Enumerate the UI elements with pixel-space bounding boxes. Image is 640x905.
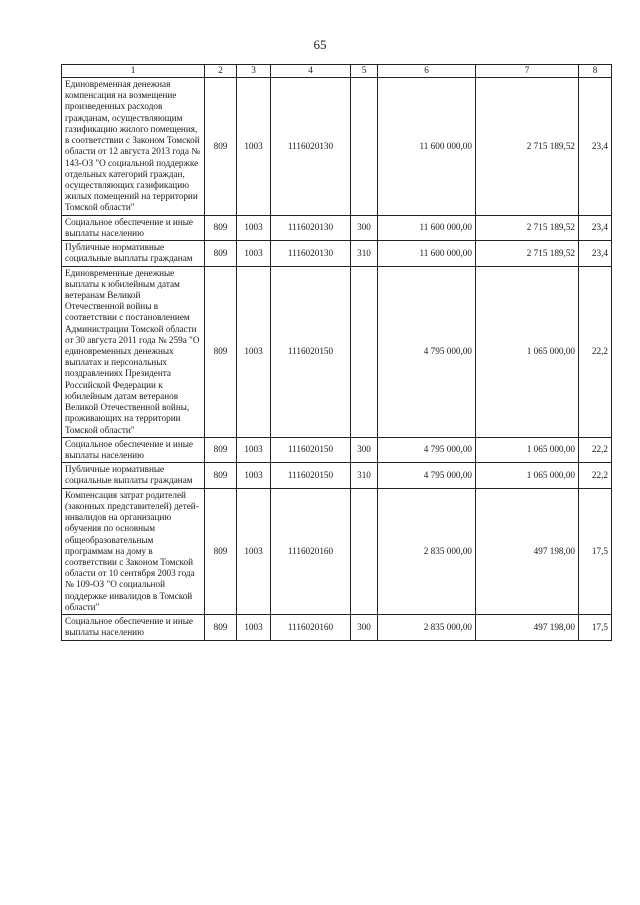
table-row — [62, 615, 612, 640]
section-code: 1003 — [237, 241, 271, 266]
expense-type-code: 300 — [351, 215, 378, 240]
target-item-code: 1116020150 — [271, 437, 351, 462]
execution-percent: 22,2 — [579, 266, 612, 437]
execution-percent: 17,5 — [579, 488, 612, 614]
actual-amount: 2 715 189,52 — [476, 241, 579, 266]
actual-amount: 2 715 189,52 — [476, 215, 579, 240]
plan-amount: 4 795 000,00 — [378, 437, 476, 462]
column-header: 5 — [351, 65, 378, 78]
page-number: 65 — [313, 37, 327, 52]
execution-percent: 17,5 — [579, 615, 612, 640]
actual-amount: 2 715 189,52 — [476, 78, 579, 216]
department-code: 809 — [205, 437, 237, 462]
department-code: 809 — [205, 488, 237, 614]
column-header: 8 — [579, 65, 612, 78]
department-code: 809 — [205, 78, 237, 216]
expense-type-code — [351, 266, 378, 437]
plan-amount: 2 835 000,00 — [378, 488, 476, 614]
expense-name: Компенсация затрат родителей (законных представителей) детей-инвалидов на организацию обучения по основным общеобразовательным программам на дому в соответствии с Законом Томской области от 10 сентября 2003 года № 109-ОЗ "О социальной поддержке инвалидов в Томской области" — [62, 488, 205, 614]
department-code: 809 — [205, 241, 237, 266]
target-item-code: 1116020130 — [271, 241, 351, 266]
plan-amount: 11 600 000,00 — [378, 215, 476, 240]
plan-amount: 4 795 000,00 — [378, 463, 476, 488]
table-row — [62, 266, 612, 437]
target-item-code: 1116020160 — [271, 488, 351, 614]
target-item-code: 1116020130 — [271, 78, 351, 216]
target-item-code: 1116020160 — [271, 615, 351, 640]
table-row — [62, 78, 612, 216]
column-header: 2 — [205, 65, 237, 78]
plan-amount: 11 600 000,00 — [378, 78, 476, 216]
actual-amount: 1 065 000,00 — [476, 463, 579, 488]
section-code: 1003 — [237, 78, 271, 216]
actual-amount: 497 198,00 — [476, 615, 579, 640]
department-code: 809 — [205, 615, 237, 640]
column-header: 7 — [476, 65, 579, 78]
section-code: 1003 — [237, 463, 271, 488]
target-item-code: 1116020150 — [271, 463, 351, 488]
expense-name: Публичные нормативные социальные выплаты гражданам — [62, 241, 205, 266]
expense-name: Социальное обеспечение и иные выплаты населению — [62, 615, 205, 640]
section-code: 1003 — [237, 437, 271, 462]
expense-type-code — [351, 78, 378, 216]
execution-percent: 23,4 — [579, 78, 612, 216]
section-code: 1003 — [237, 488, 271, 614]
table-row — [62, 463, 612, 488]
department-code: 809 — [205, 215, 237, 240]
plan-amount: 2 835 000,00 — [378, 615, 476, 640]
expense-type-code: 300 — [351, 437, 378, 462]
expense-name: Единовременные денежные выплаты к юбилейным датам ветеранам Великой Отечественной войны в соответствии с постановлением Администрации Томской области от 30 августа 2011 года № 259а "О единовременных денежных выплатах и персональных поздравлениях Президента Российской Федерации к юбилейным датам ветеранов Великой Отечественной войны, проживающих на территории Томской области" — [62, 266, 205, 437]
plan-amount: 11 600 000,00 — [378, 241, 476, 266]
expense-name: Единовременная денежная компенсация на возмещение произведенных расходов гражданам, осуществляющим газификацию жилого помещения, в соответствии с Законом Томской области от 12 августа 2013 года № 143-ОЗ "О социальной поддержке отдельных категорий граждан, осуществляющих газификацию жилых помещений на территории Томской области" — [62, 78, 205, 216]
department-code: 809 — [205, 463, 237, 488]
section-code: 1003 — [237, 615, 271, 640]
section-code: 1003 — [237, 266, 271, 437]
department-code: 809 — [205, 266, 237, 437]
column-header: 1 — [62, 65, 205, 78]
budget-table — [61, 64, 612, 641]
target-item-code: 1116020130 — [271, 215, 351, 240]
column-header: 6 — [378, 65, 476, 78]
expense-name: Публичные нормативные социальные выплаты гражданам — [62, 463, 205, 488]
actual-amount: 497 198,00 — [476, 488, 579, 614]
actual-amount: 1 065 000,00 — [476, 437, 579, 462]
section-code: 1003 — [237, 215, 271, 240]
plan-amount: 4 795 000,00 — [378, 266, 476, 437]
expense-type-code: 300 — [351, 615, 378, 640]
execution-percent: 23,4 — [579, 215, 612, 240]
execution-percent: 22,2 — [579, 437, 612, 462]
table-row — [62, 488, 612, 614]
expense-type-code: 310 — [351, 241, 378, 266]
expense-type-code — [351, 488, 378, 614]
table-row — [62, 437, 612, 462]
expense-type-code: 310 — [351, 463, 378, 488]
actual-amount: 1 065 000,00 — [476, 266, 579, 437]
table-row — [62, 215, 612, 240]
table-row — [62, 241, 612, 266]
expense-name: Социальное обеспечение и иные выплаты населению — [62, 437, 205, 462]
target-item-code: 1116020150 — [271, 266, 351, 437]
execution-percent: 22,2 — [579, 463, 612, 488]
column-header: 4 — [271, 65, 351, 78]
execution-percent: 23,4 — [579, 241, 612, 266]
header-row — [62, 65, 612, 78]
expense-name: Социальное обеспечение и иные выплаты населению — [62, 215, 205, 240]
column-header: 3 — [237, 65, 271, 78]
